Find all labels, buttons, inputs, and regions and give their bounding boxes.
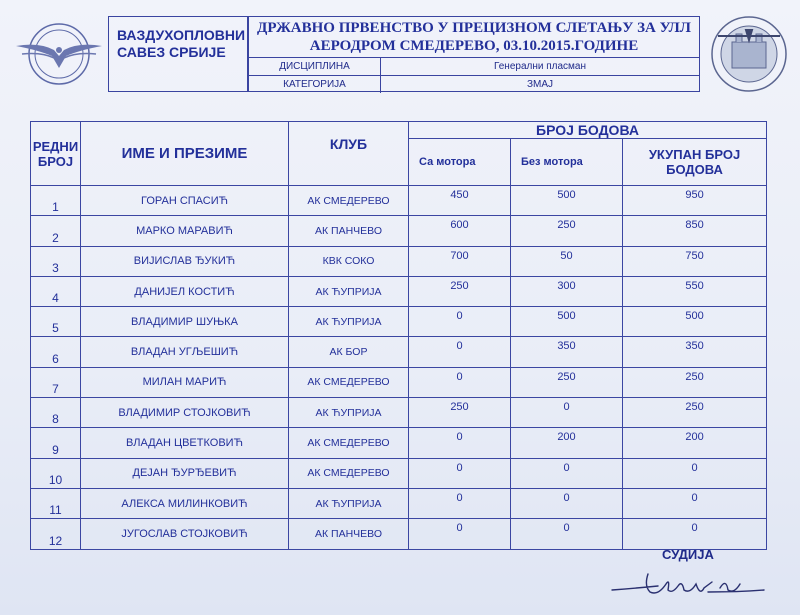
results-rows xyxy=(31,186,767,550)
club-name: АК СМЕДЕРЕВО xyxy=(289,367,409,397)
category-label: КАТЕГОРИЈА xyxy=(249,75,381,93)
points-with-motor: 0 xyxy=(409,307,511,337)
club-name: АК СМЕДЕРЕВО xyxy=(289,186,409,216)
competitor-name: ДАНИЈЕЛ КОСТИЋ xyxy=(81,276,289,306)
row-number: 8 xyxy=(31,398,81,428)
points-with-motor: 0 xyxy=(409,488,511,518)
points-with-motor: 450 xyxy=(409,186,511,216)
points-without-motor: 500 xyxy=(511,307,623,337)
table-row xyxy=(31,186,767,216)
club-name: АК ЋУПРИЈА xyxy=(289,307,409,337)
org-line-2: САВЕЗ СРБИЈЕ xyxy=(117,44,226,60)
event-title-line-2: АЕРОДРОМ СМЕДЕРЕВО, 03.10.2015.ГОДИНЕ xyxy=(309,38,639,54)
table-row xyxy=(31,216,767,246)
col-header-with-motor: Са мотора xyxy=(409,139,511,186)
table-row xyxy=(31,458,767,488)
points-total: 200 xyxy=(623,428,767,458)
row-number: 3 xyxy=(31,246,81,276)
col-header-total: УКУПАН БРОЈ БОДОВА xyxy=(623,139,767,186)
competitor-name: ВЛАДАН ЦВЕТКОВИЋ xyxy=(81,428,289,458)
points-with-motor: 600 xyxy=(409,216,511,246)
points-with-motor: 0 xyxy=(409,458,511,488)
points-without-motor: 300 xyxy=(511,276,623,306)
organization-name xyxy=(108,16,248,92)
points-without-motor: 0 xyxy=(511,488,623,518)
table-row xyxy=(31,398,767,428)
points-with-motor: 0 xyxy=(409,519,511,549)
table-row xyxy=(31,337,767,367)
points-with-motor: 0 xyxy=(409,337,511,367)
points-total: 500 xyxy=(623,307,767,337)
competitor-name: ВЛАДИМИР СТОЈКОВИЋ xyxy=(81,398,289,428)
judge-label: СУДИЈА xyxy=(662,547,714,562)
row-number: 4 xyxy=(31,276,81,306)
aero-club-logo xyxy=(708,14,790,94)
club-name: АК ПАНЧЕВО xyxy=(289,216,409,246)
points-total: 250 xyxy=(623,367,767,397)
table-row xyxy=(31,246,767,276)
event-title-line-1: ДРЖАВНО ПРВЕНСТВО У ПРЕЦИЗНОМ СЛЕТАЊУ ЗА УЛЛ xyxy=(257,20,691,36)
club-name: АК БОР xyxy=(289,337,409,367)
points-with-motor: 250 xyxy=(409,398,511,428)
row-number: 5 xyxy=(31,307,81,337)
competitor-name: ЈУГОСЛАВ СТОЈКОВИЋ xyxy=(81,519,289,549)
row-number: 9 xyxy=(31,428,81,458)
table-row xyxy=(31,519,767,549)
points-without-motor: 500 xyxy=(511,186,623,216)
discipline-label: ДИСЦИПЛИНА xyxy=(249,57,381,75)
points-with-motor: 0 xyxy=(409,428,511,458)
row-number: 10 xyxy=(31,458,81,488)
row-number: 11 xyxy=(31,488,81,518)
col-header-number: РЕДНИ БРОЈ xyxy=(31,122,81,186)
club-name: АК ЋУПРИЈА xyxy=(289,276,409,306)
points-without-motor: 350 xyxy=(511,337,623,367)
competitor-name: ГОРАН СПАСИЋ xyxy=(81,186,289,216)
table-row xyxy=(31,367,767,397)
table-row xyxy=(31,488,767,518)
points-total: 850 xyxy=(623,216,767,246)
competitor-name: АЛЕКСА МИЛИНКОВИЋ xyxy=(81,488,289,518)
competitor-name: ВИЈИСЛАВ ЂУКИЋ xyxy=(81,246,289,276)
air-sports-federation-logo xyxy=(14,16,104,92)
points-total: 0 xyxy=(623,519,767,549)
points-total: 350 xyxy=(623,337,767,367)
judge-signature xyxy=(608,566,768,600)
table-row xyxy=(31,276,767,306)
points-total: 750 xyxy=(623,246,767,276)
category-value: ЗМАЈ xyxy=(381,75,699,93)
row-number: 6 xyxy=(31,337,81,367)
points-with-motor: 0 xyxy=(409,367,511,397)
table-row xyxy=(31,428,767,458)
competitor-name: ВЛАДИМИР ШУЊКА xyxy=(81,307,289,337)
col-header-points: БРОЈ БОДОВА xyxy=(409,122,767,139)
row-number: 12 xyxy=(31,519,81,549)
club-name: КВК СОКО xyxy=(289,246,409,276)
points-total: 0 xyxy=(623,488,767,518)
points-total: 0 xyxy=(623,458,767,488)
discipline-value: Генерални пласман xyxy=(381,57,699,75)
points-without-motor: 50 xyxy=(511,246,623,276)
col-header-name: ИМЕ И ПРЕЗИМЕ xyxy=(81,122,289,186)
sheet-header xyxy=(8,12,792,98)
club-name: АК ЋУПРИЈА xyxy=(289,398,409,428)
competitor-name: МИЛАН МАРИЋ xyxy=(81,367,289,397)
points-total: 550 xyxy=(623,276,767,306)
table-row xyxy=(31,307,767,337)
results-table xyxy=(30,121,767,550)
competitor-name: ВЛАДАН УГЉЕШИЋ xyxy=(81,337,289,367)
event-title-box xyxy=(248,16,700,92)
points-without-motor: 0 xyxy=(511,458,623,488)
club-name: АК ЋУПРИЈА xyxy=(289,488,409,518)
row-number: 7 xyxy=(31,367,81,397)
club-name: АК СМЕДЕРЕВО xyxy=(289,428,409,458)
points-without-motor: 250 xyxy=(511,216,623,246)
org-line-1: ВАЗДУХОПЛОВНИ xyxy=(117,27,246,43)
club-name: АК СМЕДЕРЕВО xyxy=(289,458,409,488)
points-total: 250 xyxy=(623,398,767,428)
points-total: 950 xyxy=(623,186,767,216)
points-without-motor: 200 xyxy=(511,428,623,458)
col-header-without-motor: Без мотора xyxy=(511,139,623,186)
points-without-motor: 0 xyxy=(511,519,623,549)
row-number: 1 xyxy=(31,186,81,216)
points-without-motor: 250 xyxy=(511,367,623,397)
points-with-motor: 250 xyxy=(409,276,511,306)
competitor-name: МАРКО МАРАВИЋ xyxy=(81,216,289,246)
points-with-motor: 700 xyxy=(409,246,511,276)
row-number: 2 xyxy=(31,216,81,246)
col-header-club: КЛУБ xyxy=(289,122,409,186)
points-without-motor: 0 xyxy=(511,398,623,428)
club-name: АК ПАНЧЕВО xyxy=(289,519,409,549)
competitor-name: ДЕЈАН ЂУРЂЕВИЋ xyxy=(81,458,289,488)
